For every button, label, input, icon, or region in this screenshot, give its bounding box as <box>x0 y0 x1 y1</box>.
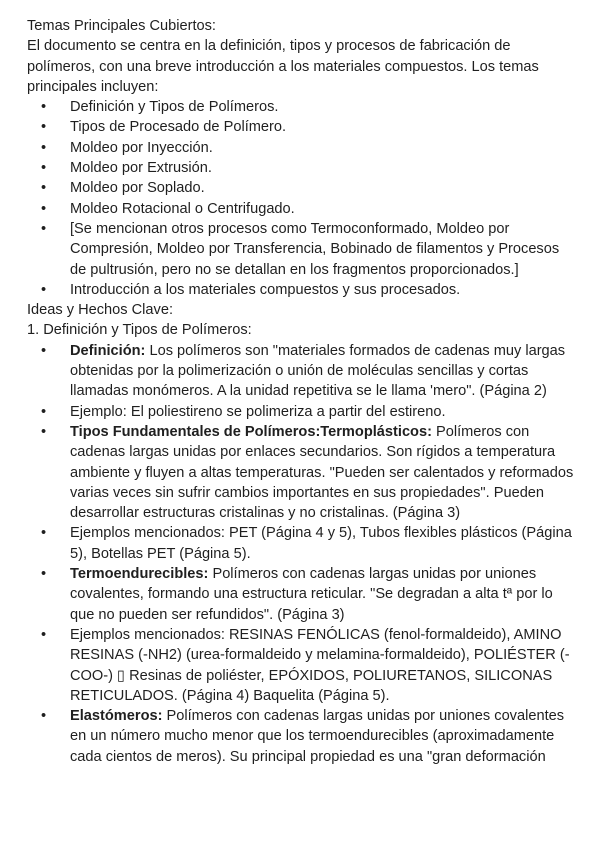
bullet: • <box>41 403 47 420</box>
bullet: • <box>41 200 47 217</box>
list-item-text: Ejemplos mencionados: RESINAS FENÓLICAS (fenol-formaldeido), AMINO RESINAS (-NH2) (urea-formaldeido y melamina-formaldeido), POLIÉSTER (-COO-) ▯ Resinas de poliéster, EPÓXIDOS, POLIURETANOS, SILICONAS RETICULADOS. (Página 4) Baquelita (Página 5). <box>70 626 570 704</box>
list-item <box>27 138 576 158</box>
list-item-text: Moldeo Rotacional o Centrifugado. <box>70 200 295 217</box>
list-item <box>27 341 576 402</box>
bullet: • <box>41 708 47 725</box>
list-item-label: Elastómeros: <box>70 708 163 725</box>
list-item <box>27 706 576 767</box>
topics-list <box>27 97 576 300</box>
ideas-list <box>27 341 576 767</box>
list-item <box>27 219 576 280</box>
bullet: • <box>41 342 47 359</box>
list-item <box>27 199 576 219</box>
bullet: • <box>41 99 47 116</box>
bullet: • <box>41 220 47 237</box>
bullet: • <box>41 525 47 542</box>
list-item <box>27 523 576 564</box>
list-item <box>27 97 576 117</box>
list-item-text: [Se mencionan otros procesos como Termoconformado, Moldeo por Compresión, Moldeo por Transferencia, Bobinado de filamentos y Procesos de pultrusión, pero no se detallan en los fragmentos proporcionados.] <box>70 220 560 278</box>
list-item <box>27 178 576 198</box>
bullet: • <box>41 281 47 298</box>
list-item-text: Polímeros con cadenas largas unidas por uniones covalentes en un número mucho menor que los termoendurecibles (aproximadamente cada cientos de meros). Su principal propiedad es una "gran deformación <box>70 708 565 765</box>
list-item <box>27 564 576 625</box>
list-item-text: Tipos de Procesado de Polímero. <box>70 119 287 136</box>
bullet: • <box>41 626 47 643</box>
list-item-text: Introducción a los materiales compuestos y sus procesados. <box>70 281 461 298</box>
list-item <box>27 402 576 422</box>
ideas-subtitle: 1. Definición y Tipos de Polímeros: <box>27 322 252 339</box>
list-item <box>27 280 576 300</box>
list-item-text: Moldeo por Soplado. <box>70 180 205 197</box>
bullet: • <box>41 160 47 177</box>
list-item-label: Tipos Fundamentales de Polímeros:Termoplásticos: <box>70 423 432 440</box>
list-item-label: Definición: <box>70 342 146 359</box>
list-item-text: Moldeo por Inyección. <box>70 139 213 156</box>
bullet: • <box>41 119 47 136</box>
bullet: • <box>41 180 47 197</box>
list-item <box>27 625 576 706</box>
list-item-text: Los polímeros son "materiales formados de cadenas muy largas obtenidas por la polimerización o unión de moléculas sencillas y cortas llamadas monómeros. A la unidad repetitiva se le llama 'mero". (Página 2) <box>70 342 566 400</box>
list-item-label: Termoendurecibles: <box>70 566 209 583</box>
list-item <box>27 422 576 523</box>
bullet: • <box>41 566 47 583</box>
list-item <box>27 158 576 178</box>
topics-title: Temas Principales Cubiertos: <box>27 18 216 34</box>
ideas-title: Ideas y Hechos Clave: <box>27 302 174 319</box>
list-item-text: Definición y Tipos de Polímeros. <box>70 99 279 116</box>
list-item-text: Moldeo por Extrusión. <box>70 160 212 177</box>
list-item-text: Polímeros con cadenas largas unidas por enlaces secundarios. Son rígidos a temperatura ambiente y fluyen a altas temperaturas. "Pueden ser calentados y reformados varias veces sin sufrir cambios importantes en sus propiedades". Pueden desarrollar estructuras cristalinas y no cristalinas. (Página 3) <box>70 423 574 522</box>
list-item-text: Polímeros con cadenas largas unidas por uniones covalentes, formando una estructura reticular. "Se degradan a alta tª por lo que no pueden ser refundidos". (Página 3) <box>70 566 553 623</box>
list-item-text: Ejemplos mencionados: PET (Página 4 y 5), Tubos flexibles plásticos (Página 5), Botellas PET (Página 5). <box>70 525 572 562</box>
topics-intro: El documento se centra en la definición, tipos y procesos de fabricación de polímeros, con una breve introducción a los materiales compuestos. Los temas principales incluyen: <box>27 38 539 95</box>
bullet: • <box>41 139 47 156</box>
list-item <box>27 117 576 137</box>
bullet: • <box>41 423 47 440</box>
list-item-text: Ejemplo: El poliestireno se polimeriza a partir del estireno. <box>70 403 446 420</box>
